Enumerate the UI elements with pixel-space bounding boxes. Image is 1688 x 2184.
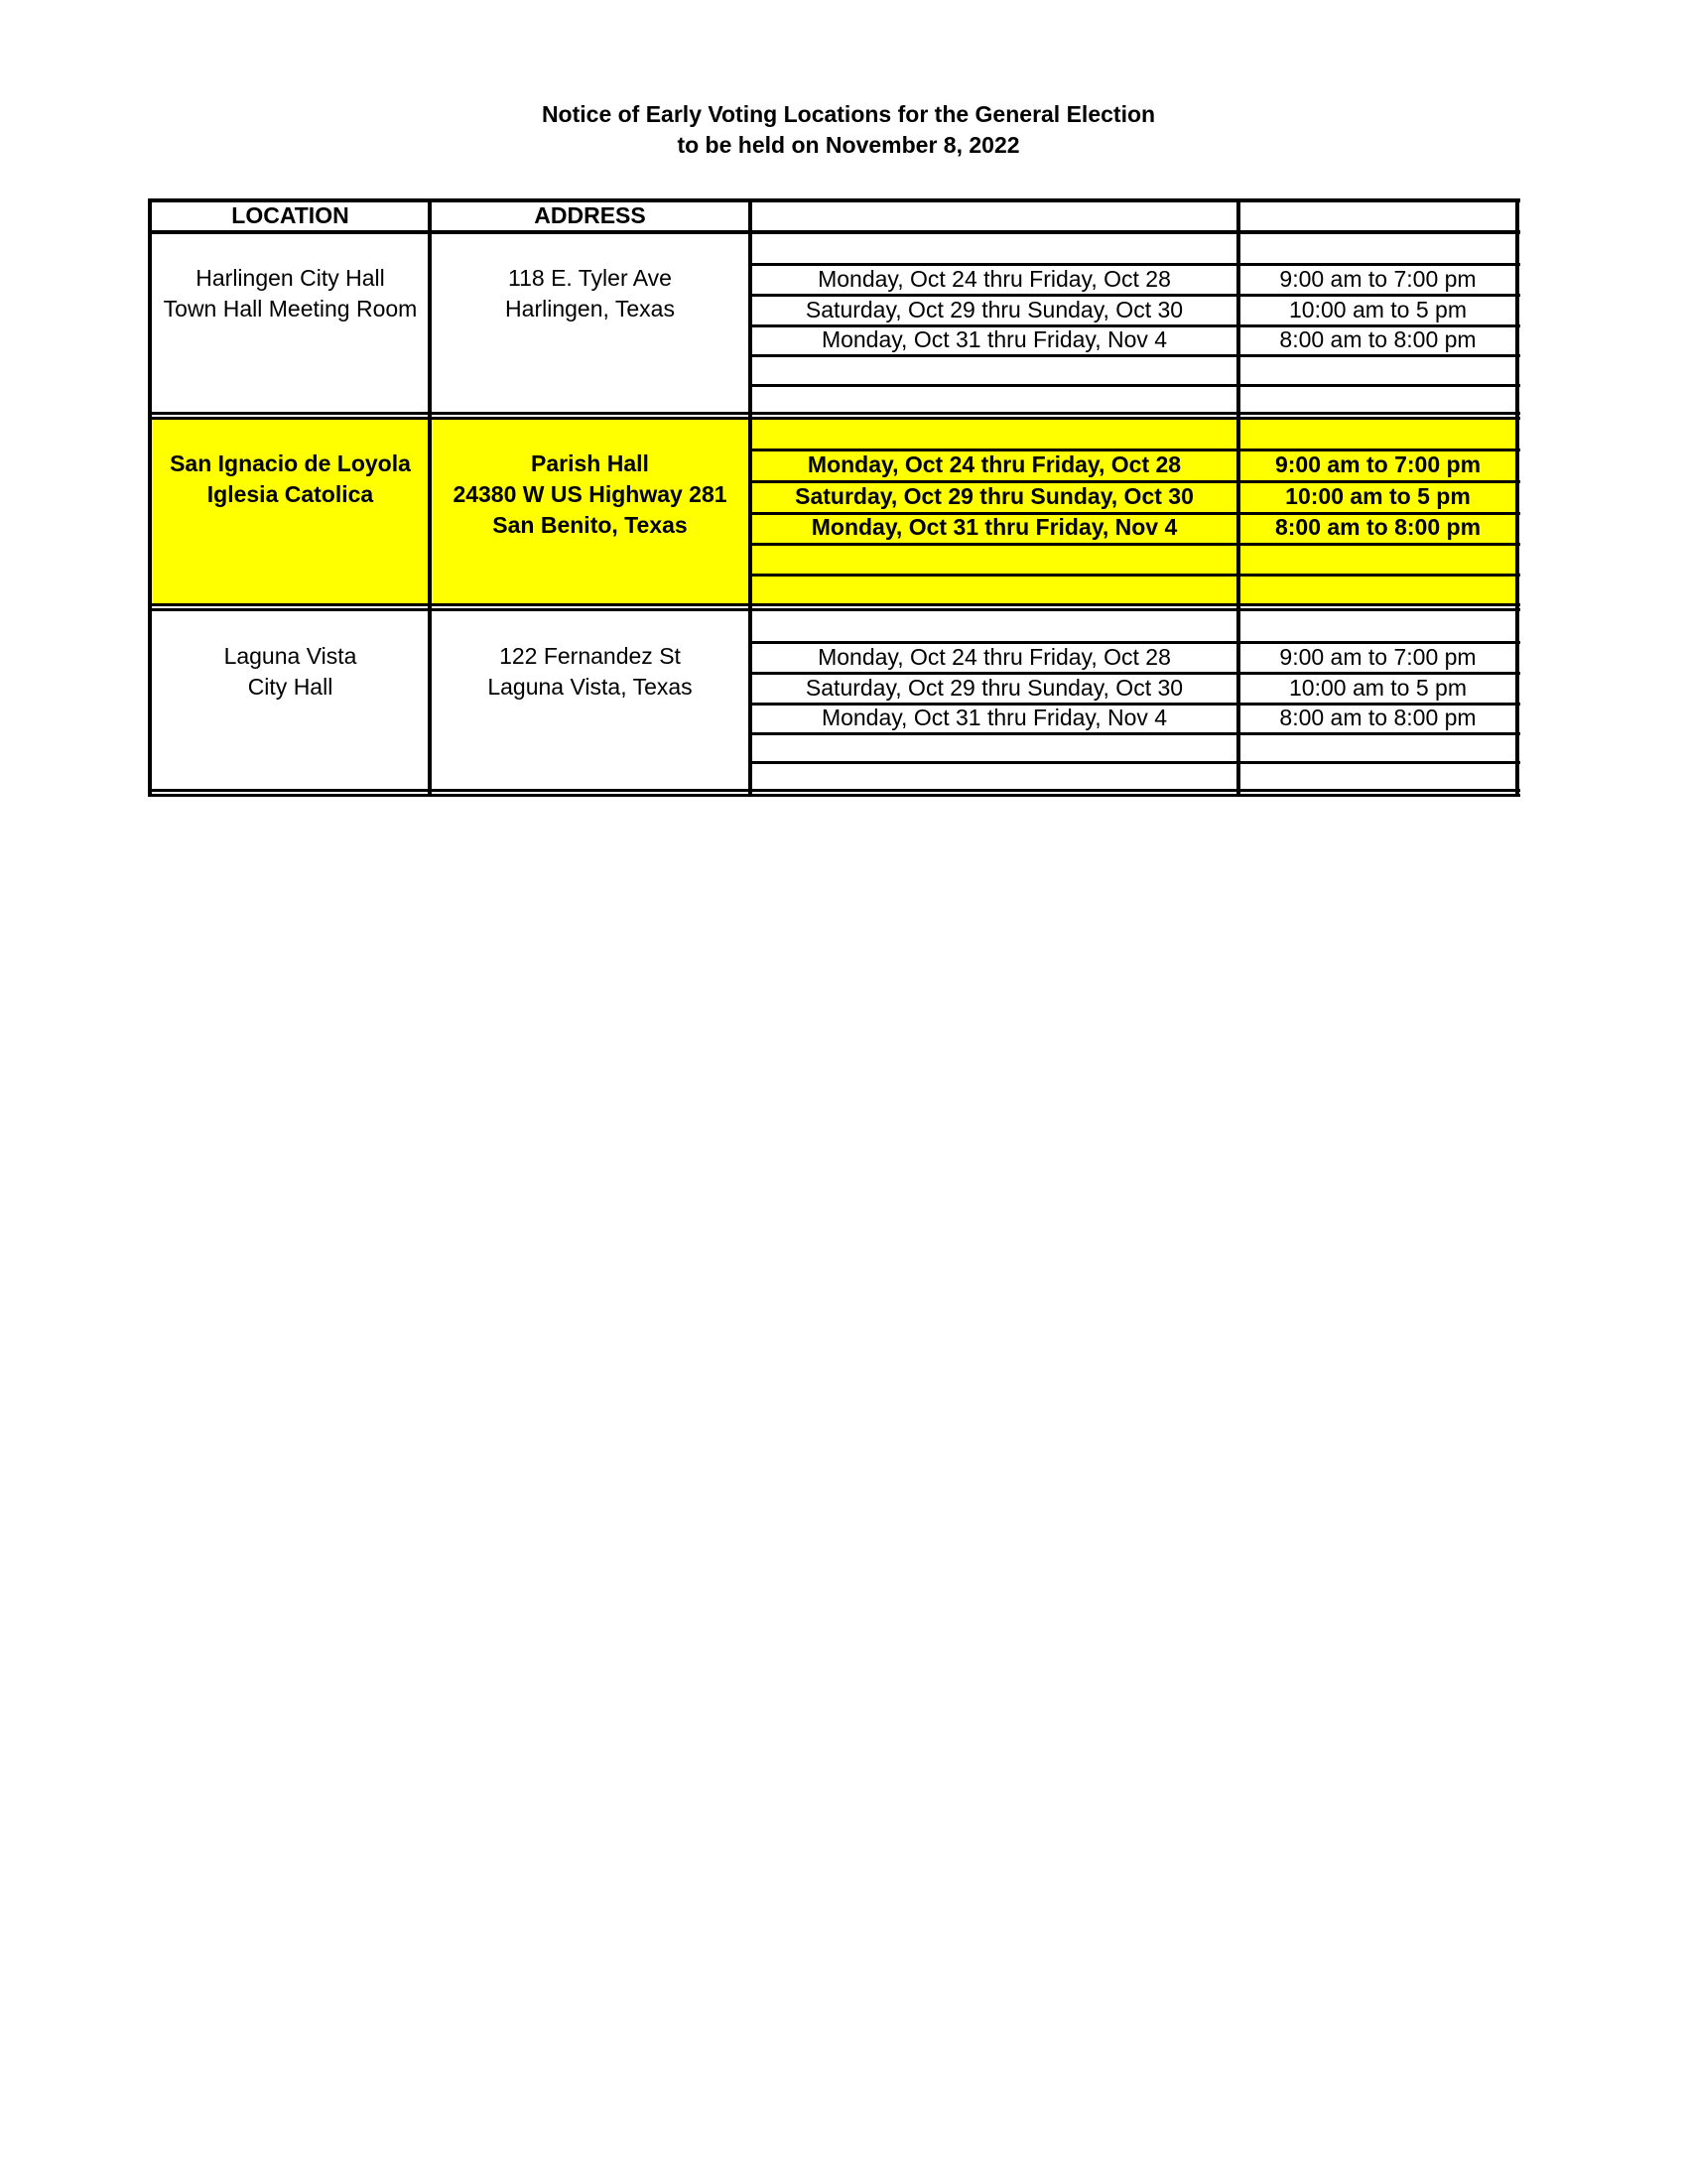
schedule-hours: 8:00 am to 8:00 pm	[1279, 705, 1477, 730]
address-line: San Benito, Texas	[492, 512, 688, 538]
schedule-dates: Monday, Oct 24 thru Friday, Oct 28	[818, 266, 1171, 292]
row-line	[750, 574, 1520, 577]
address-line: Laguna Vista, Texas	[487, 674, 693, 700]
table-bottom-border	[149, 789, 1520, 792]
block-divider	[149, 608, 1520, 611]
schedule-hours: 8:00 am to 8:00 pm	[1279, 326, 1477, 352]
schedule-hours: 10:00 am to 5 pm	[1285, 483, 1471, 509]
title-line-1: Notice of Early Voting Locations for the General Election	[541, 101, 1156, 127]
schedule-hours: 9:00 am to 7:00 pm	[1274, 451, 1482, 477]
location-name	[151, 641, 430, 703]
schedule-hours: 9:00 am to 7:00 pm	[1279, 266, 1477, 292]
schedule-dates: Saturday, Oct 29 thru Sunday, Oct 30	[805, 675, 1184, 701]
location-name	[151, 263, 430, 324]
schedule-dates: Saturday, Oct 29 thru Sunday, Oct 30	[805, 297, 1184, 322]
block-divider	[149, 412, 1520, 415]
header-address: ADDRESS	[534, 202, 646, 228]
block-divider	[149, 603, 1520, 606]
location-line: Iglesia Catolica	[206, 481, 374, 507]
row-line	[750, 543, 1520, 546]
schedule-hours: 10:00 am to 5 pm	[1289, 297, 1467, 322]
table-right-border	[1515, 198, 1519, 797]
schedule-dates: Monday, Oct 31 thru Friday, Nov 4	[811, 514, 1178, 540]
schedule-hours: 8:00 am to 8:00 pm	[1274, 514, 1482, 540]
schedule-dates: Monday, Oct 31 thru Friday, Nov 4	[821, 326, 1168, 352]
address	[430, 263, 750, 324]
schedule-dates: Saturday, Oct 29 thru Sunday, Oct 30	[795, 483, 1194, 509]
address-line: 24380 W US Highway 281	[453, 481, 727, 507]
location-line: City Hall	[247, 674, 333, 700]
schedule-dates: Monday, Oct 31 thru Friday, Nov 4	[821, 705, 1168, 730]
location-line: Laguna Vista	[223, 643, 357, 669]
schedule-dates: Monday, Oct 24 thru Friday, Oct 28	[818, 644, 1171, 670]
table-bottom-border	[149, 794, 1520, 797]
address-line: 118 E. Tyler Ave	[508, 265, 672, 291]
title-line-2: to be held on November 8, 2022	[677, 132, 1020, 158]
address	[430, 449, 750, 541]
header-bottom-border	[149, 230, 1520, 234]
schedule-hours: 9:00 am to 7:00 pm	[1279, 644, 1477, 670]
block-divider	[149, 417, 1520, 420]
schedule-dates: Monday, Oct 24 thru Friday, Oct 28	[807, 451, 1182, 477]
address-line: Parish Hall	[531, 450, 649, 476]
row-line	[750, 761, 1520, 764]
address-line: Harlingen, Texas	[505, 296, 675, 321]
schedule-hours: 10:00 am to 5 pm	[1289, 675, 1467, 701]
table-top-border	[149, 198, 1520, 202]
address	[430, 641, 750, 703]
row-line	[750, 384, 1520, 387]
location-line: San Ignacio de Loyola	[170, 450, 411, 476]
header-location: LOCATION	[231, 202, 349, 228]
location-name	[151, 449, 430, 510]
location-line: Town Hall Meeting Room	[163, 296, 418, 321]
address-line: 122 Fernandez St	[499, 643, 681, 669]
location-line: Harlingen City Hall	[195, 265, 385, 291]
